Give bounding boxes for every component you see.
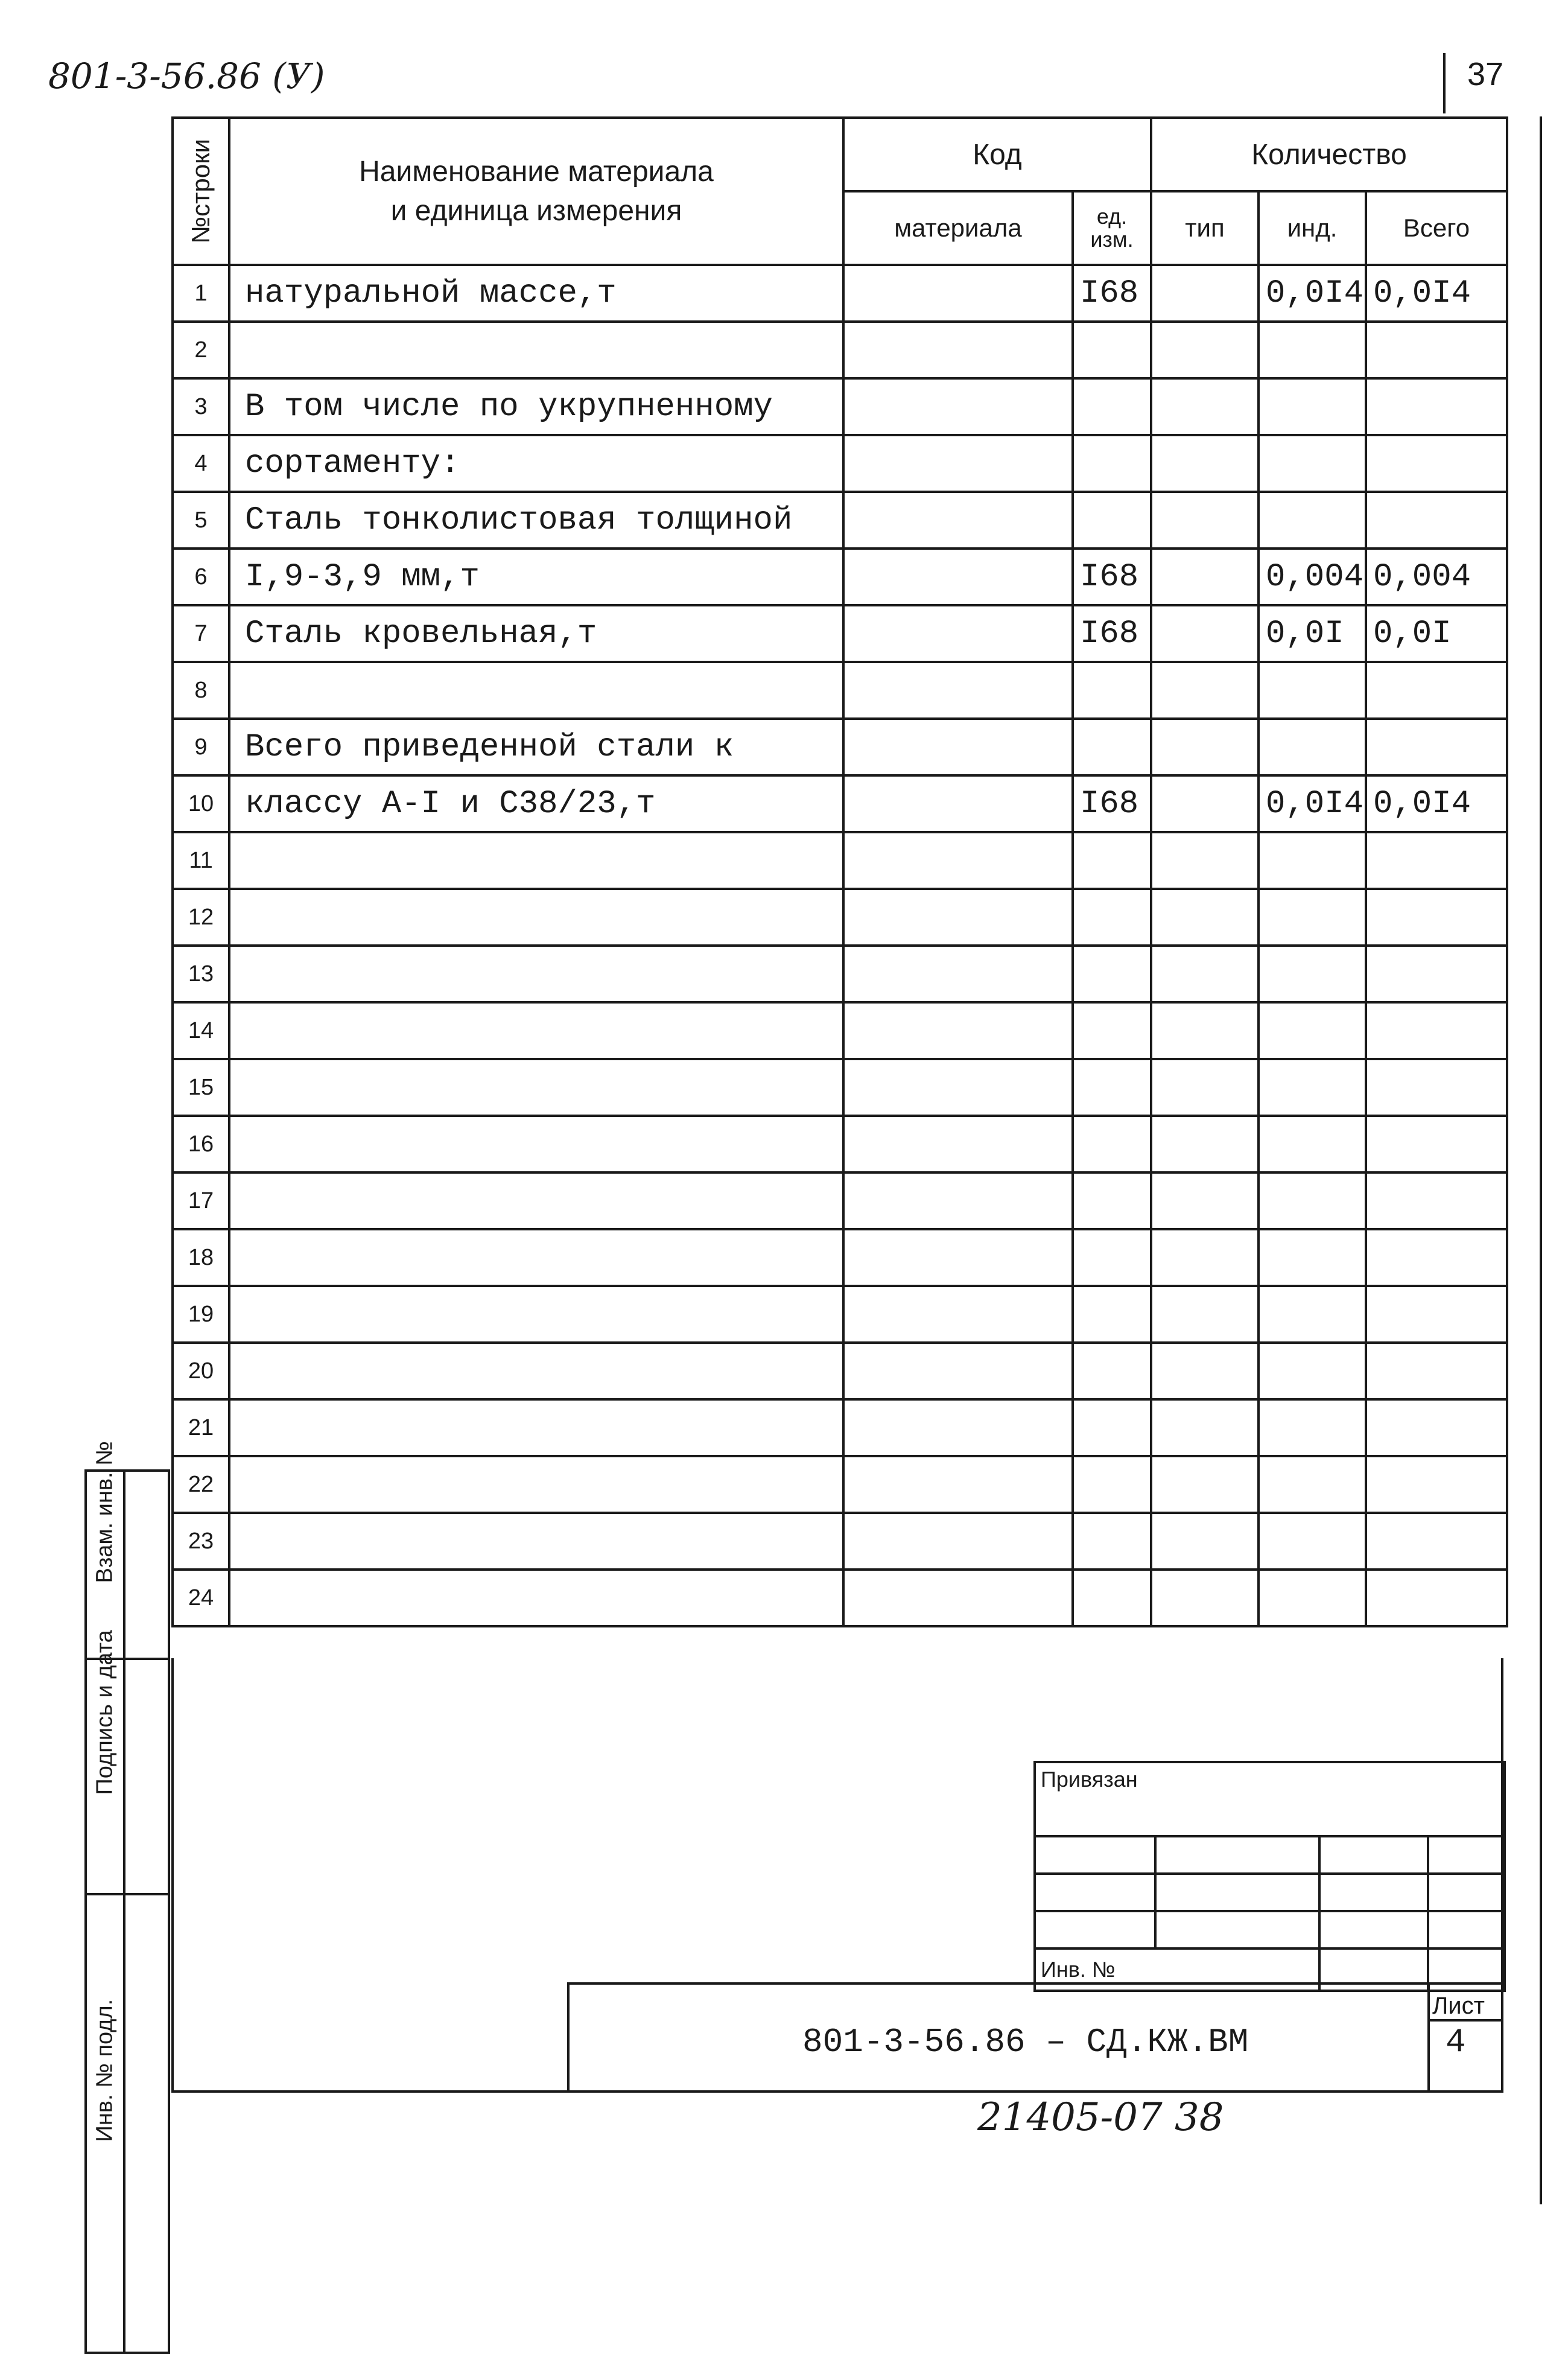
table-row <box>173 1002 1507 1059</box>
cell-mat <box>843 1059 1073 1116</box>
sheet-divider <box>1427 1982 1430 2093</box>
cell-name <box>229 889 843 946</box>
cell-total <box>1366 322 1507 378</box>
cell-mat <box>843 946 1073 1002</box>
cell-ind <box>1259 1343 1366 1399</box>
cell-n: 4 <box>173 435 229 492</box>
table-row <box>173 1570 1507 1626</box>
cell-n: 13 <box>173 946 229 1002</box>
table-row <box>173 1456 1507 1513</box>
cell-mat <box>843 775 1073 832</box>
cell-unit <box>1073 1456 1151 1513</box>
cell-unit: I68 <box>1073 775 1151 832</box>
cell-ind <box>1259 889 1366 946</box>
header-divider <box>1443 53 1446 113</box>
cell-unit <box>1073 889 1151 946</box>
cell-name <box>229 1116 843 1172</box>
cell-type <box>1151 946 1259 1002</box>
cell-n: 10 <box>173 775 229 832</box>
table-row <box>173 322 1507 378</box>
cell-unit <box>1073 1343 1151 1399</box>
cell-type <box>1151 435 1259 492</box>
cell-ind <box>1259 1399 1366 1456</box>
cell-type <box>1151 549 1259 605</box>
cell-n: 12 <box>173 889 229 946</box>
cell-n: 24 <box>173 1570 229 1626</box>
cell-mat <box>843 1002 1073 1059</box>
cell-n: 15 <box>173 1059 229 1116</box>
cell-total <box>1366 1059 1507 1116</box>
table-row <box>173 946 1507 1002</box>
cell-ind <box>1259 1456 1366 1513</box>
cell-name: натуральной массе,т <box>229 265 843 322</box>
cell-ind <box>1259 435 1366 492</box>
cell-n: 3 <box>173 378 229 435</box>
cell-name <box>229 1002 843 1059</box>
page-number: 37 <box>1467 56 1504 92</box>
cell-total <box>1366 1002 1507 1059</box>
cell-total <box>1366 378 1507 435</box>
cell-mat <box>843 889 1073 946</box>
table-row <box>173 719 1507 775</box>
cell-total <box>1366 1116 1507 1172</box>
inv-no-label: Инв. № <box>1035 1948 1319 1991</box>
cell-ind <box>1259 1513 1366 1570</box>
cell-n: 21 <box>173 1399 229 1456</box>
title-block-stamp <box>1033 1761 1506 1992</box>
cell-type <box>1151 662 1259 719</box>
cell-name: Сталь кровельная,т <box>229 605 843 662</box>
cell-total: 0,004 <box>1366 549 1507 605</box>
cell-n: 16 <box>173 1116 229 1172</box>
cell-ind <box>1259 492 1366 549</box>
cell-type <box>1151 1513 1259 1570</box>
cell-mat <box>843 1172 1073 1229</box>
table-row <box>173 889 1507 946</box>
table-row <box>173 1172 1507 1229</box>
cell-mat <box>843 1116 1073 1172</box>
cell-unit: I68 <box>1073 605 1151 662</box>
cell-mat <box>843 1229 1073 1286</box>
table-row <box>173 1116 1507 1172</box>
cell-n: 17 <box>173 1172 229 1229</box>
table-row <box>173 605 1507 662</box>
cell-name: I,9-3,9 мм,т <box>229 549 843 605</box>
table-row <box>173 775 1507 832</box>
cell-name <box>229 946 843 1002</box>
cell-name: Всего приведенной стали к <box>229 719 843 775</box>
document-code-header: 801-3-56.86 (У) <box>48 56 325 97</box>
cell-unit <box>1073 435 1151 492</box>
cell-type <box>1151 1002 1259 1059</box>
header-qty-total: Всего <box>1366 191 1507 265</box>
inv-orig-label: Инв. № подл. <box>86 1894 124 2353</box>
cell-n: 6 <box>173 549 229 605</box>
cell-ind <box>1259 1116 1366 1172</box>
cell-name <box>229 1343 843 1399</box>
cell-ind <box>1259 378 1366 435</box>
cell-ind <box>1259 662 1366 719</box>
table-row <box>173 435 1507 492</box>
replace-inv-field <box>124 1471 169 1659</box>
cell-total <box>1366 1286 1507 1343</box>
sheet-number: 4 <box>1446 2023 1466 2061</box>
table-row <box>173 378 1507 435</box>
cell-ind: 0,004 <box>1259 549 1366 605</box>
cell-name: сортаменту: <box>229 435 843 492</box>
cell-n: 22 <box>173 1456 229 1513</box>
cell-n: 8 <box>173 662 229 719</box>
cell-total <box>1366 1456 1507 1513</box>
cell-n: 2 <box>173 322 229 378</box>
materials-table <box>171 116 1508 1627</box>
signature-date-field <box>124 1659 169 1894</box>
cell-ind: 0,0I4 <box>1259 265 1366 322</box>
cell-unit <box>1073 832 1151 889</box>
cell-mat <box>843 1456 1073 1513</box>
cell-type <box>1151 265 1259 322</box>
cell-total <box>1366 1343 1507 1399</box>
cell-type <box>1151 1229 1259 1286</box>
table-row <box>173 1513 1507 1570</box>
cell-unit <box>1073 1229 1151 1286</box>
cell-ind <box>1259 1570 1366 1626</box>
cell-mat <box>843 492 1073 549</box>
cell-mat <box>843 605 1073 662</box>
header-code-material: материала <box>843 191 1073 265</box>
cell-ind: 0,0I <box>1259 605 1366 662</box>
cell-ind <box>1259 1002 1366 1059</box>
cell-ind <box>1259 322 1366 378</box>
cell-type <box>1151 832 1259 889</box>
side-labels <box>84 1440 170 2354</box>
cell-ind <box>1259 946 1366 1002</box>
linked-label: Привязан <box>1035 1762 1505 1836</box>
signature-date-label: Подпись и дата <box>86 1659 124 1894</box>
cell-unit <box>1073 719 1151 775</box>
cell-total: 0,0I <box>1366 605 1507 662</box>
cell-type <box>1151 1059 1259 1116</box>
sheet-label: Лист <box>1432 1993 1485 2019</box>
table-row <box>173 1399 1507 1456</box>
cell-total <box>1366 435 1507 492</box>
cell-type <box>1151 492 1259 549</box>
cell-ind <box>1259 1059 1366 1116</box>
cell-total <box>1366 1570 1507 1626</box>
cell-name <box>229 832 843 889</box>
cell-unit <box>1073 1513 1151 1570</box>
cell-total <box>1366 1229 1507 1286</box>
cell-name <box>229 1513 843 1570</box>
cell-mat <box>843 549 1073 605</box>
header-code-unit: ед. изм. <box>1073 191 1151 265</box>
cell-n: 20 <box>173 1343 229 1399</box>
cell-name: В том числе по укрупненному <box>229 378 843 435</box>
cell-unit <box>1073 662 1151 719</box>
cell-mat <box>843 265 1073 322</box>
cell-type <box>1151 775 1259 832</box>
cell-mat <box>843 1286 1073 1343</box>
cell-unit <box>1073 1172 1151 1229</box>
cell-mat <box>843 378 1073 435</box>
cell-n: 7 <box>173 605 229 662</box>
cell-total <box>1366 946 1507 1002</box>
cell-mat <box>843 1343 1073 1399</box>
cell-type <box>1151 889 1259 946</box>
table-row <box>173 1059 1507 1116</box>
cell-type <box>1151 1456 1259 1513</box>
table-row <box>173 1343 1507 1399</box>
cell-name <box>229 1399 843 1456</box>
header-code: Код <box>843 118 1151 191</box>
cell-type <box>1151 1286 1259 1343</box>
cell-name <box>229 1172 843 1229</box>
cell-unit <box>1073 1002 1151 1059</box>
cell-type <box>1151 1172 1259 1229</box>
cell-unit <box>1073 1570 1151 1626</box>
cell-name <box>229 1059 843 1116</box>
table-row <box>173 492 1507 549</box>
cell-type <box>1151 1343 1259 1399</box>
cell-n: 1 <box>173 265 229 322</box>
header-quantity: Количество <box>1151 118 1507 191</box>
cell-unit <box>1073 946 1151 1002</box>
header-row-number: №строки <box>173 118 229 265</box>
cell-total <box>1366 1172 1507 1229</box>
cell-mat <box>843 662 1073 719</box>
table-row <box>173 265 1507 322</box>
table-row <box>173 832 1507 889</box>
cell-total: 0,0I4 <box>1366 265 1507 322</box>
cell-mat <box>843 1570 1073 1626</box>
cell-total <box>1366 1513 1507 1570</box>
cell-total <box>1366 662 1507 719</box>
cell-ind: 0,0I4 <box>1259 775 1366 832</box>
cell-name: классу А-I и С38/23,т <box>229 775 843 832</box>
cell-ind <box>1259 1229 1366 1286</box>
cell-mat <box>843 832 1073 889</box>
cell-ind <box>1259 1286 1366 1343</box>
table-row <box>173 1286 1507 1343</box>
archive-number: 21405-07 38 <box>977 2095 1224 2140</box>
cell-mat <box>843 719 1073 775</box>
header-qty-type: тип <box>1151 191 1259 265</box>
right-frame-line <box>1540 116 1542 2204</box>
replace-inv-label: Взам. инв. № <box>86 1471 124 1659</box>
drawing-code: 801-3-56.86 – СД.КЖ.ВМ <box>802 2023 1249 2061</box>
cell-type <box>1151 378 1259 435</box>
cell-n: 14 <box>173 1002 229 1059</box>
table-row <box>173 662 1507 719</box>
cell-total <box>1366 832 1507 889</box>
cell-ind <box>1259 1172 1366 1229</box>
table-row <box>173 549 1507 605</box>
cell-n: 19 <box>173 1286 229 1343</box>
cell-total <box>1366 719 1507 775</box>
cell-type <box>1151 1399 1259 1456</box>
cell-mat <box>843 322 1073 378</box>
cell-total <box>1366 889 1507 946</box>
cell-unit <box>1073 492 1151 549</box>
cell-unit: I68 <box>1073 265 1151 322</box>
cell-unit: I68 <box>1073 549 1151 605</box>
inv-orig-field <box>124 1894 169 2353</box>
cell-unit <box>1073 1399 1151 1456</box>
cell-total: 0,0I4 <box>1366 775 1507 832</box>
cell-unit <box>1073 1116 1151 1172</box>
cell-unit <box>1073 1286 1151 1343</box>
cell-type <box>1151 1570 1259 1626</box>
header-qty-ind: инд. <box>1259 191 1366 265</box>
cell-name <box>229 1229 843 1286</box>
cell-n: 5 <box>173 492 229 549</box>
table-row <box>173 1229 1507 1286</box>
cell-unit <box>1073 1059 1151 1116</box>
cell-type <box>1151 322 1259 378</box>
cell-total <box>1366 492 1507 549</box>
header-material-name: Наименование материала и единица измерения <box>229 118 843 265</box>
cell-unit <box>1073 378 1151 435</box>
cell-name: Сталь тонколистовая толщиной <box>229 492 843 549</box>
cell-name <box>229 322 843 378</box>
cell-mat <box>843 1399 1073 1456</box>
cell-total <box>1366 1399 1507 1456</box>
cell-ind <box>1259 719 1366 775</box>
cell-n: 23 <box>173 1513 229 1570</box>
cell-name <box>229 1570 843 1626</box>
cell-type <box>1151 1116 1259 1172</box>
cell-type <box>1151 605 1259 662</box>
cell-unit <box>1073 322 1151 378</box>
cell-name <box>229 1456 843 1513</box>
cell-n: 18 <box>173 1229 229 1286</box>
cell-name <box>229 662 843 719</box>
cell-ind <box>1259 832 1366 889</box>
cell-mat <box>843 435 1073 492</box>
cell-type <box>1151 719 1259 775</box>
cell-mat <box>843 1513 1073 1570</box>
cell-name <box>229 1286 843 1343</box>
cell-n: 11 <box>173 832 229 889</box>
cell-n: 9 <box>173 719 229 775</box>
